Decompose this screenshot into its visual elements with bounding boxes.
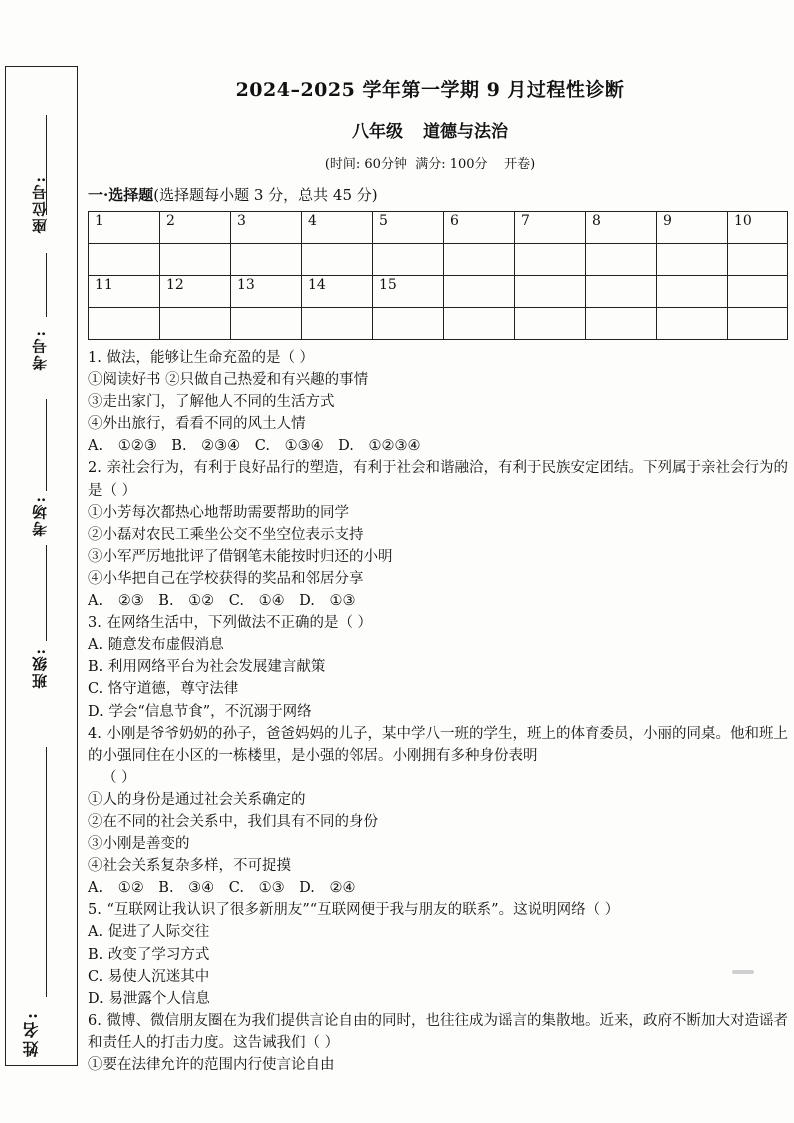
q5-stem: 5. “互联网让我认识了很多新朋友”“互联网便于我与朋友的联系”。这说明网络（ ） (88, 902, 620, 919)
q3-stem: 3. 在网络生活中，下列做法不正确的是（ ） (88, 615, 373, 632)
answer-number-cell: 2 (160, 212, 231, 244)
q3-option: C. 恪守道德，尊守法律 (88, 681, 239, 698)
q2-option: ④小华把自己在学校获得的奖品和邻居分享 (88, 570, 364, 587)
q5-option: D. 易泄露个人信息 (88, 990, 210, 1007)
exam-title: 2024–2025 学年第一学期 9 月过程性诊断 (235, 79, 625, 101)
answer-grid-blank-row (89, 308, 788, 340)
answer-blank-cell[interactable] (231, 308, 302, 340)
section-note: (选择题每小题 3 分，总共 45 分) (153, 186, 378, 204)
answer-number-cell: 9 (657, 212, 728, 244)
answer-number-cell: 1 (89, 212, 160, 244)
exam-subtitle: 八年级 道德与法治 (352, 122, 508, 142)
answer-number-cell: 13 (231, 276, 302, 308)
q6-stem: 6. 微博、微信朋友圈在为我们提供言论自由的同时，也往往成为谣言的集散地。近来，政府不断加大对造谣者和责任人的打击力度。这告诫我们（ ） (88, 1012, 788, 1051)
q1-option: ③走出家门，了解他人不同的生活方式 (88, 394, 335, 411)
answer-grid-blank-row (89, 244, 788, 276)
answer-grid-number-row (89, 276, 788, 308)
answer-number-cell: 12 (160, 276, 231, 308)
answer-number-cell: 14 (302, 276, 373, 308)
q3-option: B. 利用网络平台为社会发展建言献策 (88, 659, 326, 676)
answer-number-cell (515, 276, 586, 308)
seat-number-label: 座位号: (31, 175, 49, 234)
q4-answer-paren: （ ） (102, 769, 136, 786)
answer-blank-cell[interactable] (231, 244, 302, 276)
answer-number-cell: 10 (728, 212, 788, 244)
answer-number-cell: 7 (515, 212, 586, 244)
answer-number-cell (728, 276, 788, 308)
answer-number-cell (444, 276, 515, 308)
answer-blank-cell[interactable] (373, 244, 444, 276)
answer-blank-cell[interactable] (444, 244, 515, 276)
class-underline (46, 545, 47, 641)
q1-choices: A. ①②③ B. ②③④ C. ①③④ D. ①②③④ (88, 438, 421, 455)
answer-blank-cell[interactable] (302, 244, 373, 276)
answer-blank-cell[interactable] (728, 308, 788, 340)
answer-blank-cell[interactable] (302, 308, 373, 340)
answer-blank-cell[interactable] (160, 308, 231, 340)
answer-blank-cell[interactable] (89, 244, 160, 276)
q2-stem: 2. 亲社会行为，有利于良好品行的塑造，有利于社会和谐融洽，有利于民族安定团结。下列属于亲社会行为的是（ ） (88, 460, 788, 499)
q5-option: C. 易使人沉迷其中 (88, 968, 210, 985)
scan-smudge (732, 970, 754, 974)
q4-stem: 4. 小刚是爷爷奶奶的孙子，爸爸妈妈的儿子，某中学八一班的学生，班上的体育委员，小丽的同桌。他和班上的小强同住在小区的一栋楼里，是小强的邻居。小刚拥有多种身份表明 (88, 725, 788, 764)
answer-number-cell (586, 276, 657, 308)
answer-number-cell: 4 (302, 212, 373, 244)
exam-number-label: 考号: (31, 329, 49, 371)
answer-grid-number-row (89, 212, 788, 244)
binding-margin (5, 66, 78, 1066)
answer-blank-cell[interactable] (444, 308, 515, 340)
answer-blank-cell[interactable] (657, 244, 728, 276)
answer-blank-cell[interactable] (657, 308, 728, 340)
answer-number-cell: 5 (373, 212, 444, 244)
class-label: 班级: (31, 647, 49, 689)
answer-blank-cell[interactable] (586, 308, 657, 340)
section-title: 一·选择题 (88, 186, 154, 204)
question-list (88, 347, 788, 1076)
answer-number-cell: 6 (444, 212, 515, 244)
q2-option: ③小军严厉地批评了借钢笔未能按时归还的小明 (88, 548, 393, 565)
answer-number-cell: 8 (586, 212, 657, 244)
q1-option: ①阅读好书 ②只做自己热爱和有兴趣的事情 (88, 372, 369, 389)
name-label: 姓名: (22, 1010, 41, 1057)
answer-number-cell: 15 (373, 276, 444, 308)
q1-option: ④外出旅行，看看不同的风土人情 (88, 416, 306, 433)
q4-option: ③小刚是善变的 (88, 836, 190, 853)
q2-option: ①小芳每次都热心地帮助需要帮助的同学 (88, 504, 349, 521)
answer-blank-cell[interactable] (160, 244, 231, 276)
answer-number-cell: 11 (89, 276, 160, 308)
q1-stem: 1. 做法，能够让生命充盈的是（ ） (88, 350, 315, 366)
answer-number-cell (657, 276, 728, 308)
answer-blank-cell[interactable] (586, 244, 657, 276)
exam-meta: (时间: 60分钟 满分: 100分 开卷) (324, 157, 536, 172)
answer-blank-cell[interactable] (89, 308, 160, 340)
answer-blank-cell[interactable] (515, 308, 586, 340)
q4-choices: A. ①② B. ③④ C. ①③ D. ②④ (88, 880, 356, 897)
q3-option: D. 学会“信息节食”，不沉溺于网络 (88, 703, 312, 720)
name-underline (46, 747, 47, 997)
answer-number-cell: 3 (231, 212, 302, 244)
q5-option: A. 促进了人际交往 (88, 924, 210, 941)
exam-room-underline (46, 399, 47, 491)
q6-option: ①要在法律允许的范围内行使言论自由 (88, 1057, 335, 1073)
exam-room-label: 考场: (31, 495, 49, 537)
q4-option: ②在不同的社会关系中，我们具有不同的身份 (88, 813, 378, 830)
answer-grid (88, 211, 788, 340)
q3-option: A. 随意发布虚假消息 (88, 637, 224, 654)
q4-option: ④社会关系复杂多样，不可捉摸 (88, 858, 291, 875)
section-heading (88, 184, 378, 205)
q4-option: ①人的身份是通过社会关系确定的 (88, 791, 306, 808)
exam-number-underline (46, 253, 47, 317)
q5-option: B. 改变了学习方式 (88, 946, 210, 963)
q2-choices: A. ②③ B. ①② C. ①④ D. ①③ (88, 593, 356, 610)
answer-blank-cell[interactable] (373, 308, 444, 340)
answer-blank-cell[interactable] (515, 244, 586, 276)
q2-option: ②小磊对农民工乘坐公交不坐空位表示支持 (88, 526, 364, 543)
answer-blank-cell[interactable] (728, 244, 788, 276)
